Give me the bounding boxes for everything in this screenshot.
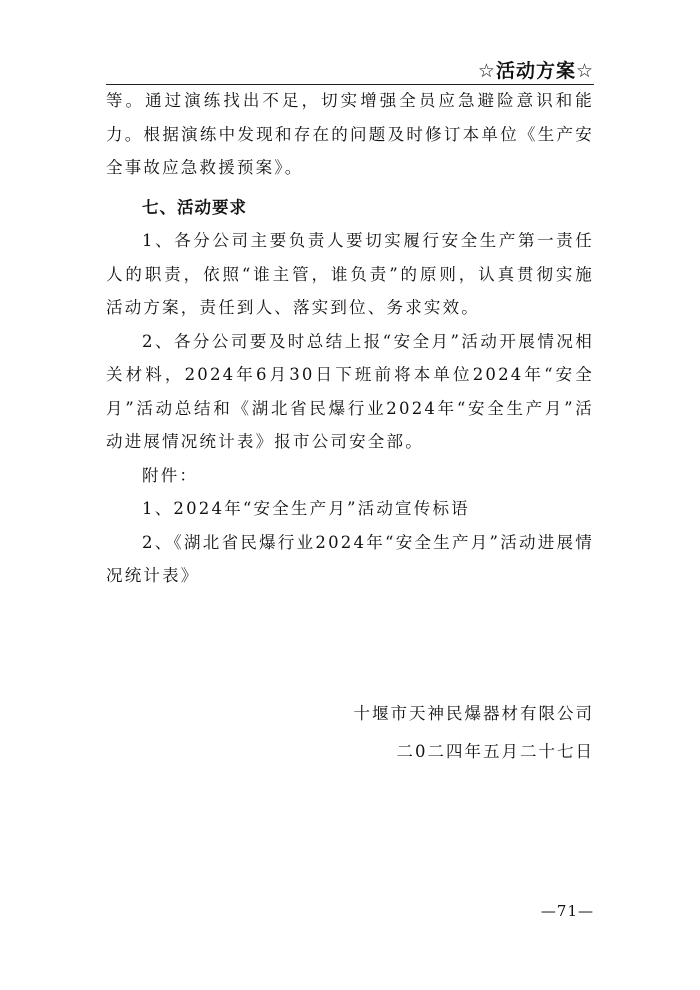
attachment-1: 1、2024年“安全生产月”活动宣传标语 [142, 499, 470, 518]
document-body [106, 84, 594, 593]
requirement-2: 2、各分公司要及时总结上报“安全月”活动开展情况相关材料，2024年6月30日下班前将本单位2024年“安全月”活动总结和《湖北省民爆行业2024年“安全生产月”活动进展情况统计表》报市公司安全部。 [106, 331, 594, 451]
attachments-label: 附件： [142, 465, 199, 485]
header-title: ☆活动方案☆ [477, 60, 594, 82]
section-heading: 七、活动要求 [142, 197, 247, 217]
signature-date: 二0二四年五月二十七日 [396, 742, 594, 761]
continuation-paragraph: 等。通过演练找出不足，切实增强全员应急避险意识和能力。根据演练中发现和存在的问题及时修订本单位《生产安全事故应急救援预案》。 [106, 91, 594, 177]
page-number: —71— [540, 902, 594, 920]
requirement-1: 1、各分公司主要负责人要切实履行安全生产第一责任人的职责，依照“谁主管，谁负责”的原则，认真贯彻实施活动方案，责任到人、落实到位、务求实效。 [106, 231, 594, 317]
attachment-2: 2、《湖北省民爆行业2024年“安全生产月”活动进展情况统计表》 [106, 532, 594, 585]
signature-company: 十堰市天神民爆器材有限公司 [353, 704, 594, 723]
